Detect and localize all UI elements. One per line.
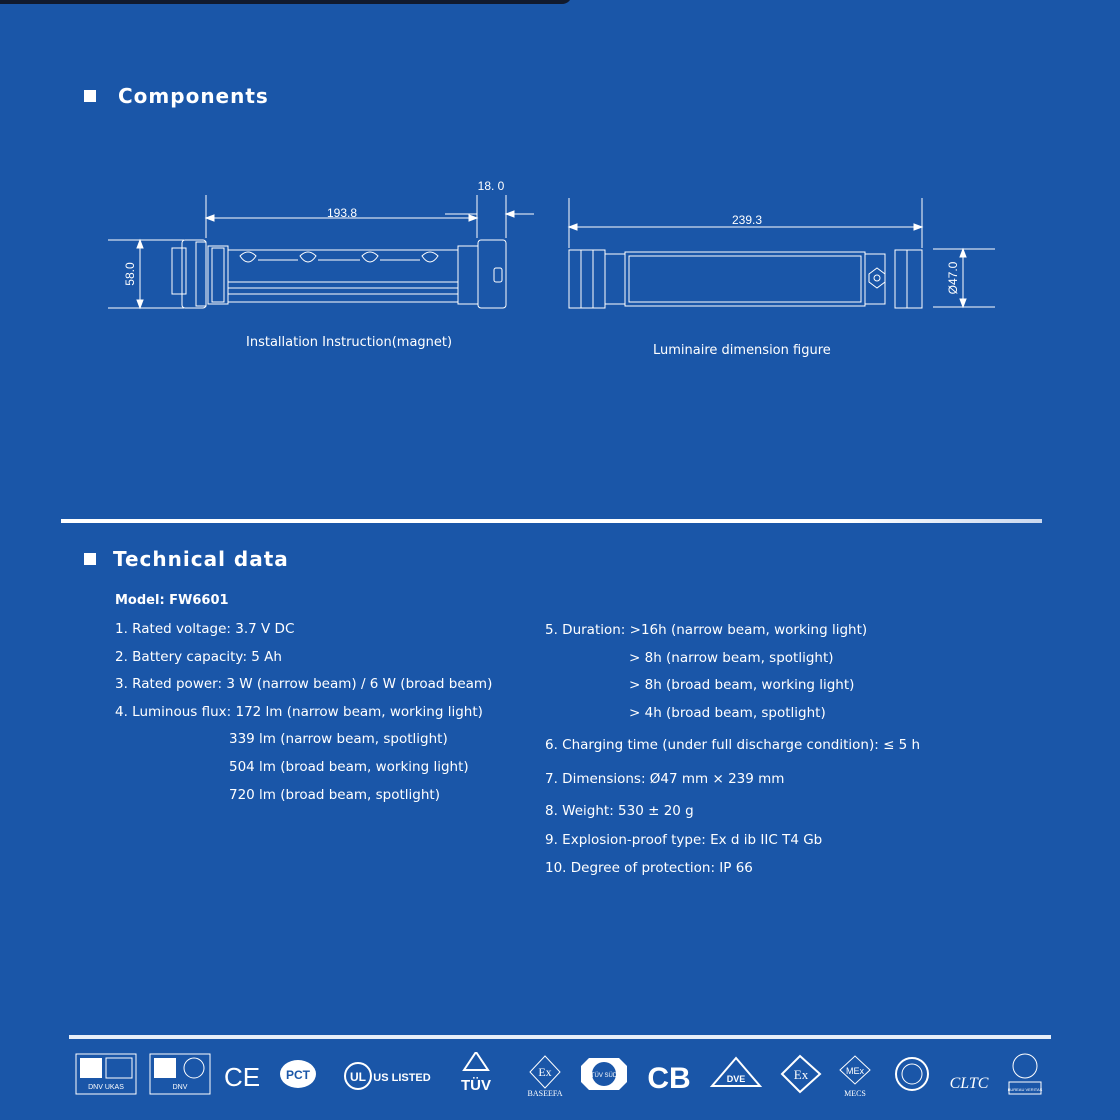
svg-text:PCT: PCT [286, 1068, 310, 1082]
section-divider [61, 519, 1042, 523]
ce-mark: CE [223, 1062, 261, 1092]
tuv-sud-logo [581, 1058, 627, 1090]
bureau-veritas-logo [1008, 1054, 1043, 1094]
spec-right-7: 7. Dimensions: Ø47 mm × 239 mm [545, 771, 785, 787]
top-edge-bar [0, 0, 572, 4]
dve-logo [712, 1058, 760, 1086]
luminaire-caption: Luminaire dimension figure [653, 343, 831, 358]
tuv-logo [461, 1052, 491, 1094]
spec-right-5c: > 8h (broad beam, working light) [629, 677, 855, 693]
components-title: Components [118, 84, 269, 108]
dim-length-label-right: 239.3 [731, 213, 763, 227]
spec-right-9: 9. Explosion-proof type: Ex d ib IIC T4 Gb [545, 832, 823, 848]
spec-right-6: 6. Charging time (under full discharge condition): ≤ 5 h [545, 737, 921, 753]
svg-text:MECS: MECS [844, 1089, 866, 1098]
spec-right-8: 8. Weight: 530 ± 20 g [545, 803, 694, 819]
certification-logos [72, 1052, 1052, 1098]
spec-right-5: 5. Duration: >16h (narrow beam, working light) [545, 622, 868, 638]
spec-left-6: 504 lm (broad beam, working light) [229, 759, 469, 775]
spec-left-1: 1. Rated voltage: 3.7 V DC [115, 621, 295, 637]
installation-caption: Installation Instruction(magnet) [246, 335, 453, 350]
technical-heading [84, 547, 289, 571]
mecs-logo [840, 1056, 870, 1098]
footer-divider [69, 1035, 1051, 1039]
bullet-square-icon [84, 90, 96, 102]
svg-text:US LISTED: US LISTED [373, 1072, 431, 1084]
spec-left-5: 339 lm (narrow beam, spotlight) [229, 731, 448, 747]
spec-right-10: 10. Degree of protection: IP 66 [545, 860, 753, 876]
spec-left-3: 3. Rated power: 3 W (narrow beam) / 6 W (broad beam) [115, 676, 493, 692]
svg-text:DNV UKAS: DNV UKAS [88, 1084, 124, 1091]
ul-listed-logo [345, 1063, 431, 1089]
dim-diameter-label: Ø47.0 [946, 261, 960, 295]
spec-left-4: 4. Luminous flux: 172 lm (narrow beam, working light) [115, 704, 483, 720]
svg-text:TÜV SÜD: TÜV SÜD [590, 1073, 618, 1079]
svg-text:UL: UL [350, 1070, 366, 1084]
dnv-logo [150, 1054, 210, 1094]
spec-left-7: 720 lm (broad beam, spotlight) [229, 787, 440, 803]
svg-text:Ex: Ex [793, 1067, 809, 1082]
dim-offset-label: 18. 0 [477, 179, 505, 193]
ex-hexagon-logo [782, 1056, 820, 1092]
dim-length-label: 193.8 [326, 206, 358, 220]
luminaire-dimension-drawing [555, 190, 1005, 320]
spec-left-2: 2. Battery capacity: 5 Ah [115, 649, 282, 665]
cb-mark: CB [647, 1062, 691, 1095]
svg-text:TÜV: TÜV [461, 1077, 491, 1094]
model-label: Model: FW6601 [115, 593, 229, 608]
spec-right-5b: > 8h (narrow beam, spotlight) [629, 650, 834, 666]
dim-height-label: 58.0 [123, 262, 137, 286]
cltc-mark: CLTC [949, 1075, 989, 1092]
components-heading [84, 84, 269, 108]
installation-drawing [100, 170, 550, 320]
anchor-seal-logo [896, 1058, 928, 1090]
bullet-square-icon [84, 553, 96, 565]
technical-title: Technical data [113, 547, 289, 571]
svg-text:BASEEFA: BASEEFA [527, 1089, 563, 1098]
baseefa-logo [528, 1056, 563, 1098]
svg-text:BUREAU VERITAS: BUREAU VERITAS [1007, 1087, 1043, 1092]
svg-text:Ex: Ex [538, 1065, 552, 1079]
pct-logo [280, 1060, 316, 1088]
svg-text:DNV: DNV [172, 1084, 188, 1091]
svg-text:MEx: MEx [846, 1066, 864, 1076]
svg-text:DVE: DVE [726, 1074, 746, 1084]
dnv-ukas-logo [76, 1054, 136, 1094]
spec-right-5d: > 4h (broad beam, spotlight) [629, 705, 826, 721]
